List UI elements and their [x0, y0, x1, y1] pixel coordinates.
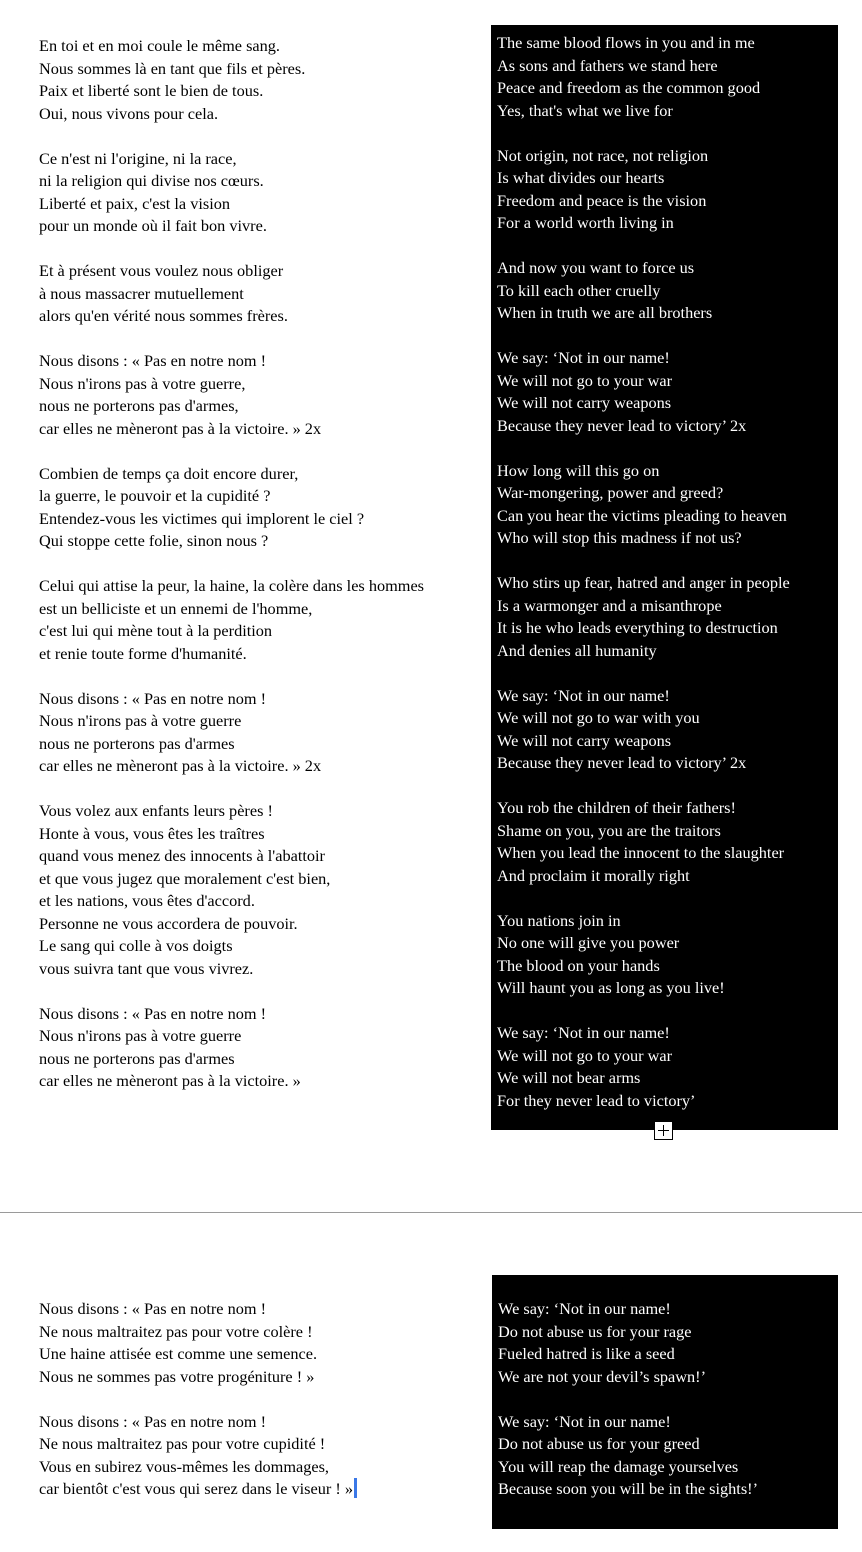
lyric-line: Paix et liberté sont le bien de tous.	[39, 81, 264, 100]
lyric-line: Nous sommes là en tant que fils et pères.	[39, 58, 306, 78]
lyric-line: Yes, that's what we live for	[497, 100, 673, 120]
lyric-line: Ce n'est ni l'origine, ni la race,	[39, 148, 237, 168]
lyric-line: Will haunt you as long as you live!	[497, 978, 725, 997]
stanza	[498, 1411, 838, 1501]
lyric-line: pour un monde où il fait bon vivre.	[39, 216, 267, 235]
lyric-line: Is what divides our hearts	[497, 168, 665, 187]
lyric-line: Shame on you, you are the traitors	[497, 820, 721, 840]
stanza	[39, 1003, 424, 1093]
lyric-line: And denies all humanity	[497, 640, 657, 660]
lyric-line: You rob the children of their fathers!	[497, 798, 736, 817]
lyric-line: To kill each other cruelly	[497, 280, 661, 300]
lyric-line: quand vous menez des innocents à l'abattoir	[39, 846, 325, 865]
lyric-line: It is he who leads everything to destruction	[497, 618, 778, 637]
lyric-line: Do not abuse us for your rage	[498, 1321, 692, 1341]
lyric-line: Nous n'irons pas à votre guerre	[39, 711, 242, 730]
lyric-line: Oui, nous vivons pour cela.	[39, 103, 219, 123]
lyric-line: We say: ‘Not in our name!	[497, 348, 670, 367]
lyric-line: Nous disons : « Pas en notre nom !	[39, 1003, 267, 1023]
document-page-2	[0, 1214, 862, 1552]
lyric-line: Nous n'irons pas à votre guerre,	[39, 373, 246, 393]
stanza	[39, 800, 424, 980]
lyric-line: car elles ne mèneront pas à la victoire. » 2x	[39, 756, 322, 775]
lyric-line: Ne nous maltraitez pas pour votre cupidité !	[39, 1434, 326, 1453]
lyric-line: We are not your devil’s spawn!’	[498, 1366, 707, 1386]
lyric-line: Can you hear the victims pleading to heaven	[497, 505, 787, 525]
lyric-line: No one will give you power	[497, 933, 680, 952]
lyric-line: When in truth we are all brothers	[497, 303, 713, 322]
stanza	[39, 148, 424, 238]
text-cursor	[354, 1478, 357, 1498]
lyric-line: Fueled hatred is like a seed	[498, 1344, 675, 1363]
lyric-line: est un belliciste et un ennemi de l'homme,	[39, 598, 313, 618]
lyric-line: We will not go to your war	[497, 1045, 673, 1065]
lyric-line: Because they never lead to victory’ 2x	[497, 415, 747, 435]
lyric-line: nous ne porterons pas d'armes	[39, 733, 235, 753]
lyric-line: Nous disons : « Pas en notre nom !	[39, 688, 267, 708]
lyric-line: We will not carry weapons	[497, 730, 672, 750]
lyric-line: And now you want to force us	[497, 258, 695, 277]
lyric-line: You nations join in	[497, 910, 621, 930]
lyric-line: Ne nous maltraitez pas pour votre colère !	[39, 1321, 313, 1341]
page-break-divider	[0, 1212, 862, 1213]
lyric-line: We will not bear arms	[497, 1068, 641, 1087]
lyric-line: The blood on your hands	[497, 955, 660, 975]
lyric-line: Le sang qui colle à vos doigts	[39, 936, 233, 955]
lyric-line: Nous ne sommes pas votre progéniture ! »	[39, 1366, 315, 1386]
stanza	[39, 260, 424, 328]
stanza	[498, 1298, 838, 1388]
lyric-line: Vous volez aux enfants leurs pères !	[39, 801, 273, 820]
lyric-line: How long will this go on	[497, 460, 660, 480]
lyric-line: et les nations, vous êtes d'accord.	[39, 891, 255, 910]
lyric-line: As sons and fathers we stand here	[497, 55, 718, 75]
english-translation-table-cell[interactable]	[491, 25, 838, 1130]
stanza	[39, 350, 424, 440]
lyric-line: et renie toute forme d'humanité.	[39, 643, 247, 663]
stanza	[39, 688, 424, 778]
lyric-line: Not origin, not race, not religion	[497, 145, 709, 165]
lyric-line: alors qu'en vérité nous sommes frères.	[39, 306, 288, 325]
stanza	[497, 910, 838, 1000]
lyric-line: Nous disons : « Pas en notre nom !	[39, 351, 267, 370]
english-translation-table-cell[interactable]	[492, 1275, 838, 1529]
lyric-line: You will reap the damage yourselves	[498, 1456, 739, 1476]
stanza	[39, 1298, 357, 1388]
lyric-line: et que vous jugez que moralement c'est bien,	[39, 868, 331, 888]
french-lyrics-column[interactable]	[39, 1298, 357, 1501]
stanza	[497, 347, 838, 437]
lyric-line: Freedom and peace is the vision	[497, 190, 707, 210]
lyric-line: The same blood flows in you and in me	[497, 33, 755, 52]
lyric-line: ni la religion qui divise nos cœurs.	[39, 171, 264, 190]
lyric-line: nous ne porterons pas d'armes	[39, 1048, 235, 1068]
stanza	[497, 460, 838, 550]
lyric-line: Personne ne vous accordera de pouvoir.	[39, 913, 298, 933]
lyric-line: Because soon you will be in the sights!’	[498, 1479, 759, 1498]
lyric-line: Qui stoppe cette folie, sinon nous ?	[39, 531, 269, 550]
stanza	[39, 575, 424, 665]
lyric-line: Honte à vous, vous êtes les traîtres	[39, 823, 265, 843]
lyric-line: En toi et en moi coule le même sang.	[39, 36, 280, 55]
lyric-line: Liberté et paix, c'est la vision	[39, 193, 231, 213]
lyric-line: Entendez-vous les victimes qui implorent le ciel ?	[39, 508, 365, 528]
lyric-line: We say: ‘Not in our name!	[497, 685, 670, 705]
lyric-line: car elles ne mèneront pas à la victoire. » 2x	[39, 418, 322, 438]
stanza	[497, 572, 838, 662]
lyric-line: car elles ne mèneront pas à la victoire. »	[39, 1071, 301, 1090]
lyric-line: Who stirs up fear, hatred and anger in people	[497, 573, 790, 592]
lyric-line: Because they never lead to victory’ 2x	[497, 753, 747, 772]
lyric-line: car bientôt c'est vous qui serez dans le viseur ! »	[39, 1478, 357, 1501]
lyric-line: Nous disons : « Pas en notre nom !	[39, 1299, 267, 1318]
lyric-line: Combien de temps ça doit encore durer,	[39, 463, 299, 483]
lyric-line: vous suivra tant que vous vivrez.	[39, 958, 254, 978]
stanza	[39, 1411, 357, 1501]
lyric-line: We will not go to war with you	[497, 708, 700, 727]
lyric-line: And proclaim it morally right	[497, 865, 690, 885]
lyric-line: Do not abuse us for your greed	[498, 1434, 700, 1453]
stanza	[39, 35, 424, 125]
lyric-line: Et à présent vous voulez nous obliger	[39, 261, 284, 280]
lyric-line: We say: ‘Not in our name!	[497, 1023, 670, 1042]
lyric-line: For a world worth living in	[497, 213, 674, 232]
table-add-row-icon[interactable]	[654, 1121, 673, 1140]
stanza	[497, 797, 838, 887]
stanza	[39, 463, 424, 553]
lyric-line: For they never lead to victory’	[497, 1090, 696, 1110]
lyric-line: Nous n'irons pas à votre guerre	[39, 1026, 242, 1045]
stanza	[497, 145, 838, 235]
lyric-line: War-mongering, power and greed?	[497, 483, 724, 502]
french-lyrics-column[interactable]	[39, 35, 424, 1093]
lyric-line: We will not go to your war	[497, 370, 673, 390]
lyric-line: We say: ‘Not in our name!	[498, 1411, 671, 1431]
lyric-line: nous ne porterons pas d'armes,	[39, 396, 239, 415]
lyric-line: Celui qui attise la peur, la haine, la colère dans les hommes	[39, 576, 425, 595]
lyric-line: Is a warmonger and a misanthrope	[497, 595, 722, 615]
lyric-line: When you lead the innocent to the slaughter	[497, 843, 785, 862]
stanza	[497, 685, 838, 775]
lyric-line: Who will stop this madness if not us?	[497, 528, 742, 547]
lyric-line: Nous disons : « Pas en notre nom !	[39, 1411, 267, 1431]
lyric-line: Une haine attisée est comme une semence.	[39, 1344, 318, 1363]
lyric-line: We say: ‘Not in our name!	[498, 1299, 671, 1318]
lyric-line: c'est lui qui mène tout à la perdition	[39, 621, 273, 640]
stanza	[497, 32, 838, 122]
lyric-line: We will not carry weapons	[497, 393, 672, 412]
lyric-line: Vous en subirez vous-mêmes les dommages,	[39, 1456, 330, 1476]
lyric-line: Peace and freedom as the common good	[497, 78, 761, 97]
stanza	[497, 1022, 838, 1112]
stanza	[497, 257, 838, 325]
lyric-line: la guerre, le pouvoir et la cupidité ?	[39, 486, 271, 505]
lyric-line: à nous massacrer mutuellement	[39, 283, 244, 303]
